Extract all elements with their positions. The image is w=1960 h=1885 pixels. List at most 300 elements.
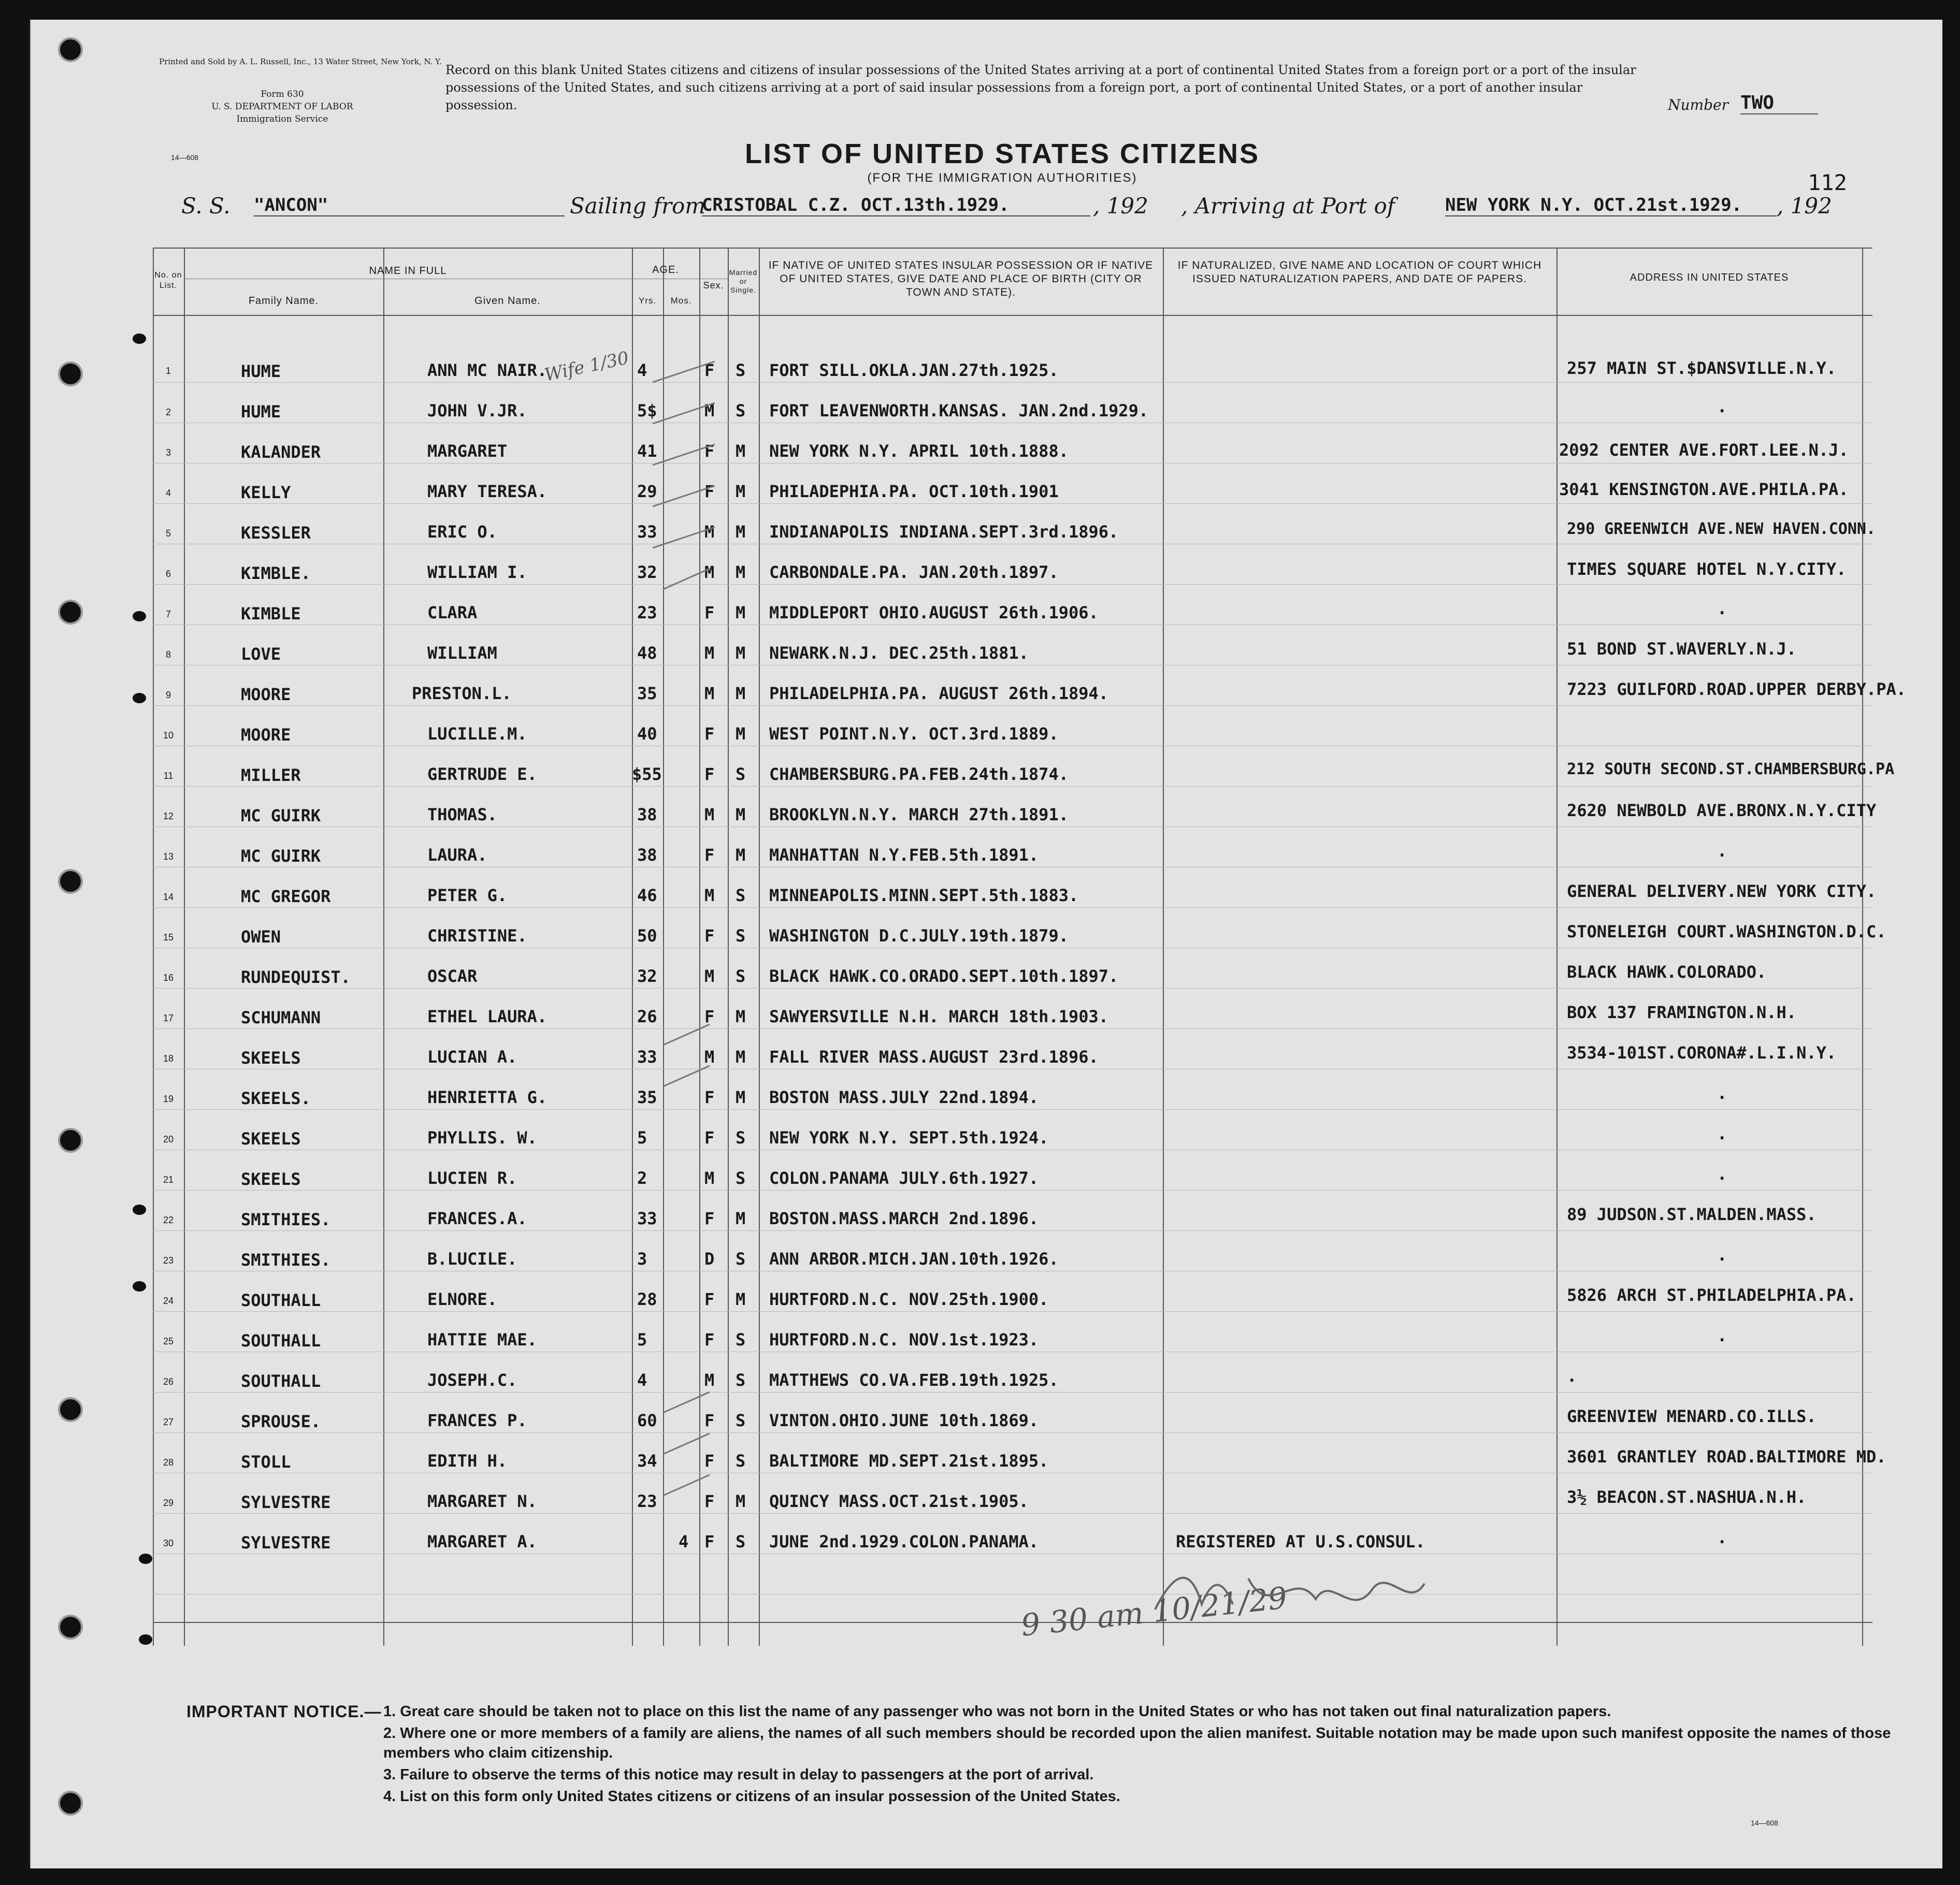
age-years: $55 (632, 764, 662, 784)
given-name: ELNORE. (427, 1289, 497, 1309)
row-number: 12 (163, 811, 174, 821)
form-code-top: 14—608 (171, 153, 198, 162)
age-years: 28 (637, 1289, 657, 1309)
given-name: WILLIAM I. (427, 562, 527, 582)
handwritten-annotation: Wife 1/30 (542, 347, 631, 386)
given-name: CHRISTINE. (427, 926, 527, 946)
birth-info: BOSTON.MASS.MARCH 2nd.1896. (769, 1209, 1039, 1228)
family-name: SYLVESTRE (241, 1492, 331, 1512)
age-months: 4 (679, 1532, 689, 1552)
header-address: ADDRESS IN UNITED STATES (1630, 272, 1789, 283)
age-years: 26 (637, 1007, 657, 1026)
col-rule (1862, 248, 1863, 1646)
given-name: JOHN V.JR. (427, 401, 527, 421)
family-name: SMITHIES. (241, 1210, 331, 1229)
family-name: MC GUIRK (241, 806, 321, 825)
marital-status: M (736, 724, 746, 744)
age-years: 29 (637, 482, 657, 501)
sex: F (704, 603, 715, 622)
marital-status: M (736, 482, 746, 501)
us-address: BLACK HAWK.COLORADO. (1567, 962, 1767, 982)
us-address: STONELEIGH COURT.WASHINGTON.D.C. (1567, 922, 1886, 941)
given-name: THOMAS. (427, 805, 497, 824)
given-name: ETHEL LAURA. (427, 1007, 547, 1026)
age-years: 33 (637, 1047, 657, 1067)
marital-status: M (736, 845, 746, 865)
age-years: 23 (637, 1491, 657, 1511)
binder-hole (58, 1397, 83, 1422)
us-address: GREENVIEW MENARD.CO.ILLS. (1567, 1407, 1817, 1426)
table-rule (153, 315, 1872, 316)
birth-info: HURTFORD.N.C. NOV.1st.1923. (769, 1330, 1039, 1350)
birth-info: VINTON.OHIO.JUNE 10th.1869. (769, 1411, 1039, 1430)
sex: F (704, 1491, 715, 1511)
given-name: LUCILLE.M. (427, 724, 527, 744)
family-name: SKEELS (241, 1169, 301, 1189)
age-years: 32 (637, 966, 657, 986)
row-rule (153, 584, 1872, 585)
row-number: 28 (163, 1457, 174, 1468)
birth-info: COLON.PANAMA JULY.6th.1927. (769, 1168, 1039, 1188)
us-address: 5826 ARCH ST.PHILADELPHIA.PA. (1567, 1285, 1856, 1305)
family-name: MILLER (241, 765, 301, 785)
sex: M (704, 562, 715, 582)
naturalization: REGISTERED AT U.S.CONSUL. (1176, 1532, 1425, 1552)
page-subtitle: (FOR THE IMMIGRATION AUTHORITIES) (867, 171, 1137, 185)
sex: M (704, 684, 715, 703)
sex: M (704, 966, 715, 986)
given-name: WILLIAM (427, 643, 497, 663)
notice-item: 3. Failure to observe the terms of this notice may result in delay to passengers at the port of arrival. (383, 1766, 1094, 1783)
binder-hole (58, 37, 83, 62)
family-name: KIMBLE. (241, 563, 311, 583)
col-rule (1163, 248, 1164, 1646)
birth-info: FALL RIVER MASS.AUGUST 23rd.1896. (769, 1047, 1099, 1067)
marital-status: S (736, 1168, 746, 1188)
marital-status: M (736, 603, 746, 622)
sex: F (704, 1411, 715, 1430)
birth-info: BLACK HAWK.CO.ORADO.SEPT.10th.1897. (769, 966, 1119, 986)
row-number: 30 (163, 1538, 174, 1548)
age-years: 33 (637, 522, 657, 542)
given-name: LAURA. (427, 845, 487, 865)
punch-mark (133, 1281, 146, 1292)
page-title: LIST OF UNITED STATES CITIZENS (745, 138, 1260, 169)
marital-status: M (736, 562, 746, 582)
header-age: AGE. (652, 264, 679, 276)
arriving-at: NEW YORK N.Y. OCT.21st.1929. (1445, 195, 1777, 216)
given-name: HATTIE MAE. (427, 1330, 537, 1350)
sex: M (704, 1047, 715, 1067)
record-instructions: Record on this blank United States citizens and citizens of insular possessions of the United States arriving at a port of continental United States from a foreign port or a port of the insular possessions of the United States, and such citizens arriving at a port of said insular possessions from a foreign port, a port of continental United States, or a port of another insular possession. (445, 63, 1636, 112)
sex: F (704, 926, 715, 946)
family-name: KIMBLE (241, 604, 301, 624)
birth-info: SAWYERSVILLE N.H. MARCH 18th.1903. (769, 1007, 1109, 1026)
col-rule (759, 248, 760, 1646)
us-address: . (1717, 1326, 1727, 1345)
row-rule (153, 1513, 1872, 1514)
binder-hole (58, 1128, 83, 1153)
family-name: HUME (241, 402, 281, 422)
row-rule (153, 786, 1872, 787)
number-label: Number (1668, 96, 1728, 113)
age-years: 38 (637, 845, 657, 865)
age-years: 60 (637, 1411, 657, 1430)
row-rule (153, 907, 1872, 908)
sex: F (704, 1128, 715, 1148)
given-name: MARGARET N. (427, 1491, 537, 1511)
given-name: GERTRUDE E. (427, 764, 537, 784)
age-years: 32 (637, 562, 657, 582)
marital-status: M (736, 1007, 746, 1026)
birth-info: MANHATTAN N.Y.FEB.5th.1891. (769, 845, 1039, 865)
binder-hole (58, 1615, 83, 1640)
birth-info: CARBONDALE.PA. JAN.20th.1897. (769, 562, 1059, 582)
page-number: 112 (1808, 170, 1847, 195)
family-name: MOORE (241, 685, 291, 704)
number-value: TWO (1740, 92, 1818, 114)
family-name: MC GUIRK (241, 846, 321, 866)
marital-status: S (736, 1451, 746, 1471)
given-name: PHYLLIS. W. (427, 1128, 537, 1148)
birth-info: NEW YORK N.Y. APRIL 10th.1888. (769, 441, 1069, 461)
row-rule (153, 1230, 1872, 1231)
family-name: SKEELS. (241, 1089, 311, 1108)
marital-status: M (736, 684, 746, 703)
row-number: 2 (165, 407, 171, 417)
row-number: 18 (163, 1053, 174, 1064)
row-number: 7 (165, 609, 171, 619)
sex: F (704, 1007, 715, 1026)
marital-status: M (736, 1491, 746, 1511)
marital-status: S (736, 764, 746, 784)
header-naturalized: IF NATURALIZED, GIVE NAME AND LOCATION OF COURT WHICH ISSUED NATURALIZATION PAPERS, AND DATE OF PAPERS. (1177, 259, 1542, 285)
printer-credit: Printed and Sold by A. L. Russell, Inc., 13 Water Street, New York, N. Y. (159, 57, 442, 66)
row-number: 10 (163, 730, 174, 741)
sex: F (704, 360, 715, 380)
age-years: 34 (637, 1451, 657, 1471)
us-address: 2092 CENTER AVE.FORT.LEE.N.J. (1559, 440, 1849, 460)
table-rule (153, 248, 1872, 249)
sex: M (704, 805, 715, 824)
us-address: . (1717, 841, 1727, 861)
sailing-label: Sailing from (570, 193, 706, 219)
marital-status: M (736, 441, 746, 461)
marital-status: S (736, 360, 746, 380)
us-address: . (1717, 1124, 1727, 1143)
form-number: Form 630 (261, 89, 304, 99)
given-name: ERIC O. (427, 522, 497, 542)
sex: F (704, 1451, 715, 1471)
row-number: 17 (163, 1013, 174, 1023)
us-address: . (1717, 1528, 1727, 1547)
header-family-name: Family Name. (248, 295, 319, 307)
birth-info: NEWARK.N.J. DEC.25th.1881. (769, 643, 1029, 663)
given-name: HENRIETTA G. (427, 1088, 547, 1107)
us-address: 257 MAIN ST.$DANSVILLE.N.Y. (1567, 358, 1837, 378)
row-number: 26 (163, 1376, 174, 1387)
punch-mark (139, 1634, 152, 1645)
form-code-bottom: 14—608 (1751, 1819, 1778, 1827)
punch-mark (139, 1554, 152, 1564)
given-name: PRESTON.L. (412, 684, 512, 703)
birth-info: BOSTON MASS.JULY 22nd.1894. (769, 1088, 1039, 1107)
row-number: 24 (163, 1296, 174, 1306)
header-mos: Mos. (670, 296, 692, 306)
marital-status: S (736, 1330, 746, 1350)
arriving-label: , Arriving at Port of (1181, 193, 1395, 219)
birth-info: MATTHEWS CO.VA.FEB.19th.1925. (769, 1370, 1059, 1390)
marital-status: S (736, 1249, 746, 1269)
row-number: 22 (163, 1215, 174, 1225)
us-address: 89 JUDSON.ST.MALDEN.MASS. (1567, 1205, 1817, 1224)
us-address: 2620 NEWBOLD AVE.BRONX.N.Y.CITY (1567, 801, 1877, 820)
punch-mark (133, 693, 146, 703)
us-address: 51 BOND ST.WAVERLY.N.J. (1567, 639, 1797, 659)
row-rule (153, 1392, 1872, 1393)
sex: F (704, 1532, 715, 1552)
handwritten-time-note: 9 30 am 10/21/29 (1019, 1580, 1289, 1643)
family-name: RUNDEQUIST. (241, 967, 351, 987)
age-years: 5 (637, 1128, 647, 1148)
binder-hole (58, 1791, 83, 1816)
family-name: SKEELS (241, 1048, 301, 1068)
given-name: LUCIEN R. (427, 1168, 517, 1188)
birth-info: FORT LEAVENWORTH.KANSAS. JAN.2nd.1929. (769, 401, 1149, 421)
row-number: 19 (163, 1094, 174, 1104)
marital-status: S (736, 1128, 746, 1148)
sex: M (704, 643, 715, 663)
year-suffix: , 192 (1777, 193, 1832, 219)
us-address: 3041 KENSINGTON.AVE.PHILA.PA. (1559, 480, 1849, 499)
sex: F (704, 1209, 715, 1228)
birth-info: MINNEAPOLIS.MINN.SEPT.5th.1883. (769, 886, 1079, 905)
family-name: SYLVESTRE (241, 1533, 331, 1553)
given-name: MARY TERESA. (427, 482, 547, 501)
sex: F (704, 1289, 715, 1309)
marital-status: M (736, 522, 746, 542)
header-sex: Sex. (703, 280, 724, 291)
age-years: 46 (637, 886, 657, 905)
row-rule (153, 705, 1872, 706)
family-name: SOUTHALL (241, 1331, 321, 1351)
birth-info: WASHINGTON D.C.JULY.19th.1879. (769, 926, 1069, 946)
age-years: 3 (637, 1249, 647, 1269)
row-rule (153, 988, 1872, 989)
birth-info: ANN ARBOR.MICH.JAN.10th.1926. (769, 1249, 1059, 1269)
notice-item: 4. List on this form only United States citizens or citizens of an insular possession of the United States. (383, 1788, 1120, 1805)
age-years: 4 (637, 360, 647, 380)
row-number: 27 (163, 1417, 174, 1427)
family-name: MC GREGOR (241, 887, 331, 906)
given-name: MARGARET A. (427, 1532, 537, 1552)
sex: D (704, 1249, 715, 1269)
age-years: 35 (637, 1088, 657, 1107)
age-years: 2 (637, 1168, 647, 1188)
given-name: JOSEPH.C. (427, 1370, 517, 1390)
age-years: 48 (637, 643, 657, 663)
marital-status: M (736, 1289, 746, 1309)
notice-item: 1. Great care should be taken not to place on this list the name of any passenger who was not born in the United States or who has not taken out final naturalization papers. (383, 1703, 1611, 1720)
us-address: TIMES SQUARE HOTEL N.Y.CITY. (1567, 559, 1847, 579)
marital-status: S (736, 1370, 746, 1390)
marital-status: M (736, 1047, 746, 1067)
family-name: SOUTHALL (241, 1291, 321, 1310)
row-number: 16 (163, 973, 174, 983)
family-name: SMITHIES. (241, 1250, 331, 1270)
age-years: 5 (637, 1330, 647, 1350)
given-name: CLARA (427, 603, 478, 622)
birth-info: BALTIMORE MD.SEPT.21st.1895. (769, 1451, 1049, 1471)
header-name-in-full: NAME IN FULL (369, 265, 447, 277)
sex: F (704, 482, 715, 501)
row-number: 21 (163, 1174, 174, 1185)
sex: F (704, 1330, 715, 1350)
age-years: 35 (637, 684, 657, 703)
row-rule (153, 1109, 1872, 1110)
check-marks (632, 351, 736, 1594)
year-suffix: , 192 (1093, 193, 1148, 219)
family-name: LOVE (241, 644, 281, 664)
header-married-single: Married or Single. (729, 268, 758, 294)
family-name: KESSLER (241, 523, 311, 543)
given-name: LUCIAN A. (427, 1047, 517, 1067)
us-address: 212 SOUTH SECOND.ST.CHAMBERSBURG.PA (1567, 760, 1895, 778)
row-number: 4 (165, 488, 171, 498)
us-address: GENERAL DELIVERY.NEW YORK CITY. (1567, 881, 1877, 901)
family-name: STOLL (241, 1452, 291, 1472)
row-rule (153, 1190, 1872, 1191)
notice-heading: IMPORTANT NOTICE.— (186, 1702, 382, 1721)
punch-mark (133, 334, 146, 344)
notice-list (383, 1702, 1911, 1808)
us-address: 3534-101ST.CORONA#.L.I.N.Y. (1567, 1043, 1837, 1063)
row-rule (153, 382, 1872, 383)
row-number: 13 (163, 851, 174, 862)
official-signature (1145, 1547, 1435, 1641)
binder-hole (58, 869, 83, 894)
notice-item: 2. Where one or more members of a family are aliens, the names of all such members should be recorded upon the alien manifest. Suitable notation may be made upon such manifest opposite the names of those members who claim citizenship. (383, 1725, 1891, 1761)
table-rule (153, 1622, 1872, 1623)
age-years: 41 (637, 441, 657, 461)
us-address: . (1567, 1366, 1577, 1386)
row-number: 20 (163, 1134, 174, 1144)
us-address: . (1717, 599, 1727, 618)
row-number: 5 (165, 528, 171, 539)
given-name: MARGARET (427, 441, 508, 461)
marital-status: M (736, 643, 746, 663)
family-name: OWEN (241, 927, 281, 947)
given-name: ANN MC NAIR. (427, 360, 547, 380)
row-rule (153, 1432, 1872, 1433)
sex: M (704, 886, 715, 905)
col-rule (383, 248, 384, 1646)
marital-status: S (736, 1532, 746, 1552)
family-name: SPROUSE. (241, 1412, 321, 1431)
birth-info: FORT SILL.OKLA.JAN.27th.1925. (769, 360, 1059, 380)
col-rule (1557, 248, 1558, 1646)
row-number: 6 (165, 569, 171, 579)
family-name: KALANDER (241, 442, 321, 462)
binder-hole (58, 361, 83, 386)
birth-info: PHILADELPHIA.PA. AUGUST 26th.1894. (769, 684, 1109, 703)
family-name: SCHUMANN (241, 1008, 321, 1027)
birth-info: HURTFORD.N.C. NOV.25th.1900. (769, 1289, 1049, 1309)
us-address: BOX 137 FRAMINGTON.N.H. (1567, 1003, 1797, 1022)
row-rule (153, 1311, 1872, 1312)
manifest-sheet (30, 20, 1942, 1868)
marital-status: S (736, 966, 746, 986)
sex: F (704, 764, 715, 784)
age-years: 23 (637, 603, 657, 622)
birth-info: CHAMBERSBURG.PA.FEB.24th.1874. (769, 764, 1069, 784)
given-name: OSCAR (427, 966, 478, 986)
us-address: 7223 GUILFORD.ROAD.UPPER DERBY.PA. (1567, 679, 1907, 699)
row-number: 1 (165, 366, 171, 376)
sex: F (704, 724, 715, 744)
us-address: . (1717, 1083, 1727, 1103)
age-years: 50 (637, 926, 657, 946)
birth-info: WEST POINT.N.Y. OCT.3rd.1889. (769, 724, 1059, 744)
birth-info: INDIANAPOLIS INDIANA.SEPT.3rd.1896. (769, 522, 1119, 542)
given-name: B.LUCILE. (427, 1249, 517, 1269)
header-yrs: Yrs. (638, 296, 657, 306)
us-address: . (1717, 1164, 1727, 1184)
age-years: 4 (637, 1370, 647, 1390)
row-rule (153, 503, 1872, 504)
family-name: HUME (241, 361, 281, 381)
given-name: FRANCES.A. (427, 1209, 527, 1228)
ss-label: S. S. (181, 193, 230, 219)
row-number: 23 (163, 1255, 174, 1266)
row-number: 8 (165, 649, 171, 660)
family-name: SKEELS (241, 1129, 301, 1149)
punch-mark (133, 1205, 146, 1215)
sex: F (704, 441, 715, 461)
row-rule (153, 1028, 1872, 1029)
birth-info: BROOKLYN.N.Y. MARCH 27th.1891. (769, 805, 1069, 824)
row-number: 29 (163, 1498, 174, 1508)
marital-status: M (736, 805, 746, 824)
header-birth: IF NATIVE OF UNITED STATES INSULAR POSSESSION OR IF NATIVE OF UNITED STATES, GIVE DATE AND PLACE OF BIRTH (CITY OR TOWN AND STATE). (768, 259, 1154, 298)
us-address: 3601 GRANTLEY ROAD.BALTIMORE MD. (1567, 1447, 1886, 1467)
service-name: Immigration Service (236, 114, 328, 124)
sex: M (704, 522, 715, 542)
us-address: . (1717, 397, 1727, 416)
marital-status: S (736, 1411, 746, 1430)
us-address: 3½ BEACON.ST.NASHUA.N.H. (1567, 1487, 1807, 1507)
birth-info: QUINCY MASS.OCT.21st.1905. (769, 1491, 1029, 1511)
marital-status: M (736, 1209, 746, 1228)
given-name: EDITH H. (427, 1451, 508, 1471)
header-given-name: Given Name. (474, 295, 541, 307)
row-number: 3 (165, 447, 171, 458)
marital-status: S (736, 886, 746, 905)
row-number: 15 (163, 932, 174, 943)
sex: M (704, 1168, 715, 1188)
birth-info: JUNE 2nd.1929.COLON.PANAMA. (769, 1532, 1039, 1552)
family-name: KELLY (241, 483, 291, 502)
header-no-on-list: No. on List. (154, 271, 182, 290)
binder-hole (58, 600, 83, 625)
birth-info: PHILADEPHIA.PA. OCT.10th.1901 (769, 482, 1059, 501)
age-years: 40 (637, 724, 657, 744)
birth-info: NEW YORK N.Y. SEPT.5th.1924. (769, 1128, 1049, 1148)
passenger-table (153, 248, 1907, 1646)
department-name: U. S. DEPARTMENT OF LABOR (211, 102, 353, 112)
sex: F (704, 845, 715, 865)
col-rule (184, 248, 185, 1646)
